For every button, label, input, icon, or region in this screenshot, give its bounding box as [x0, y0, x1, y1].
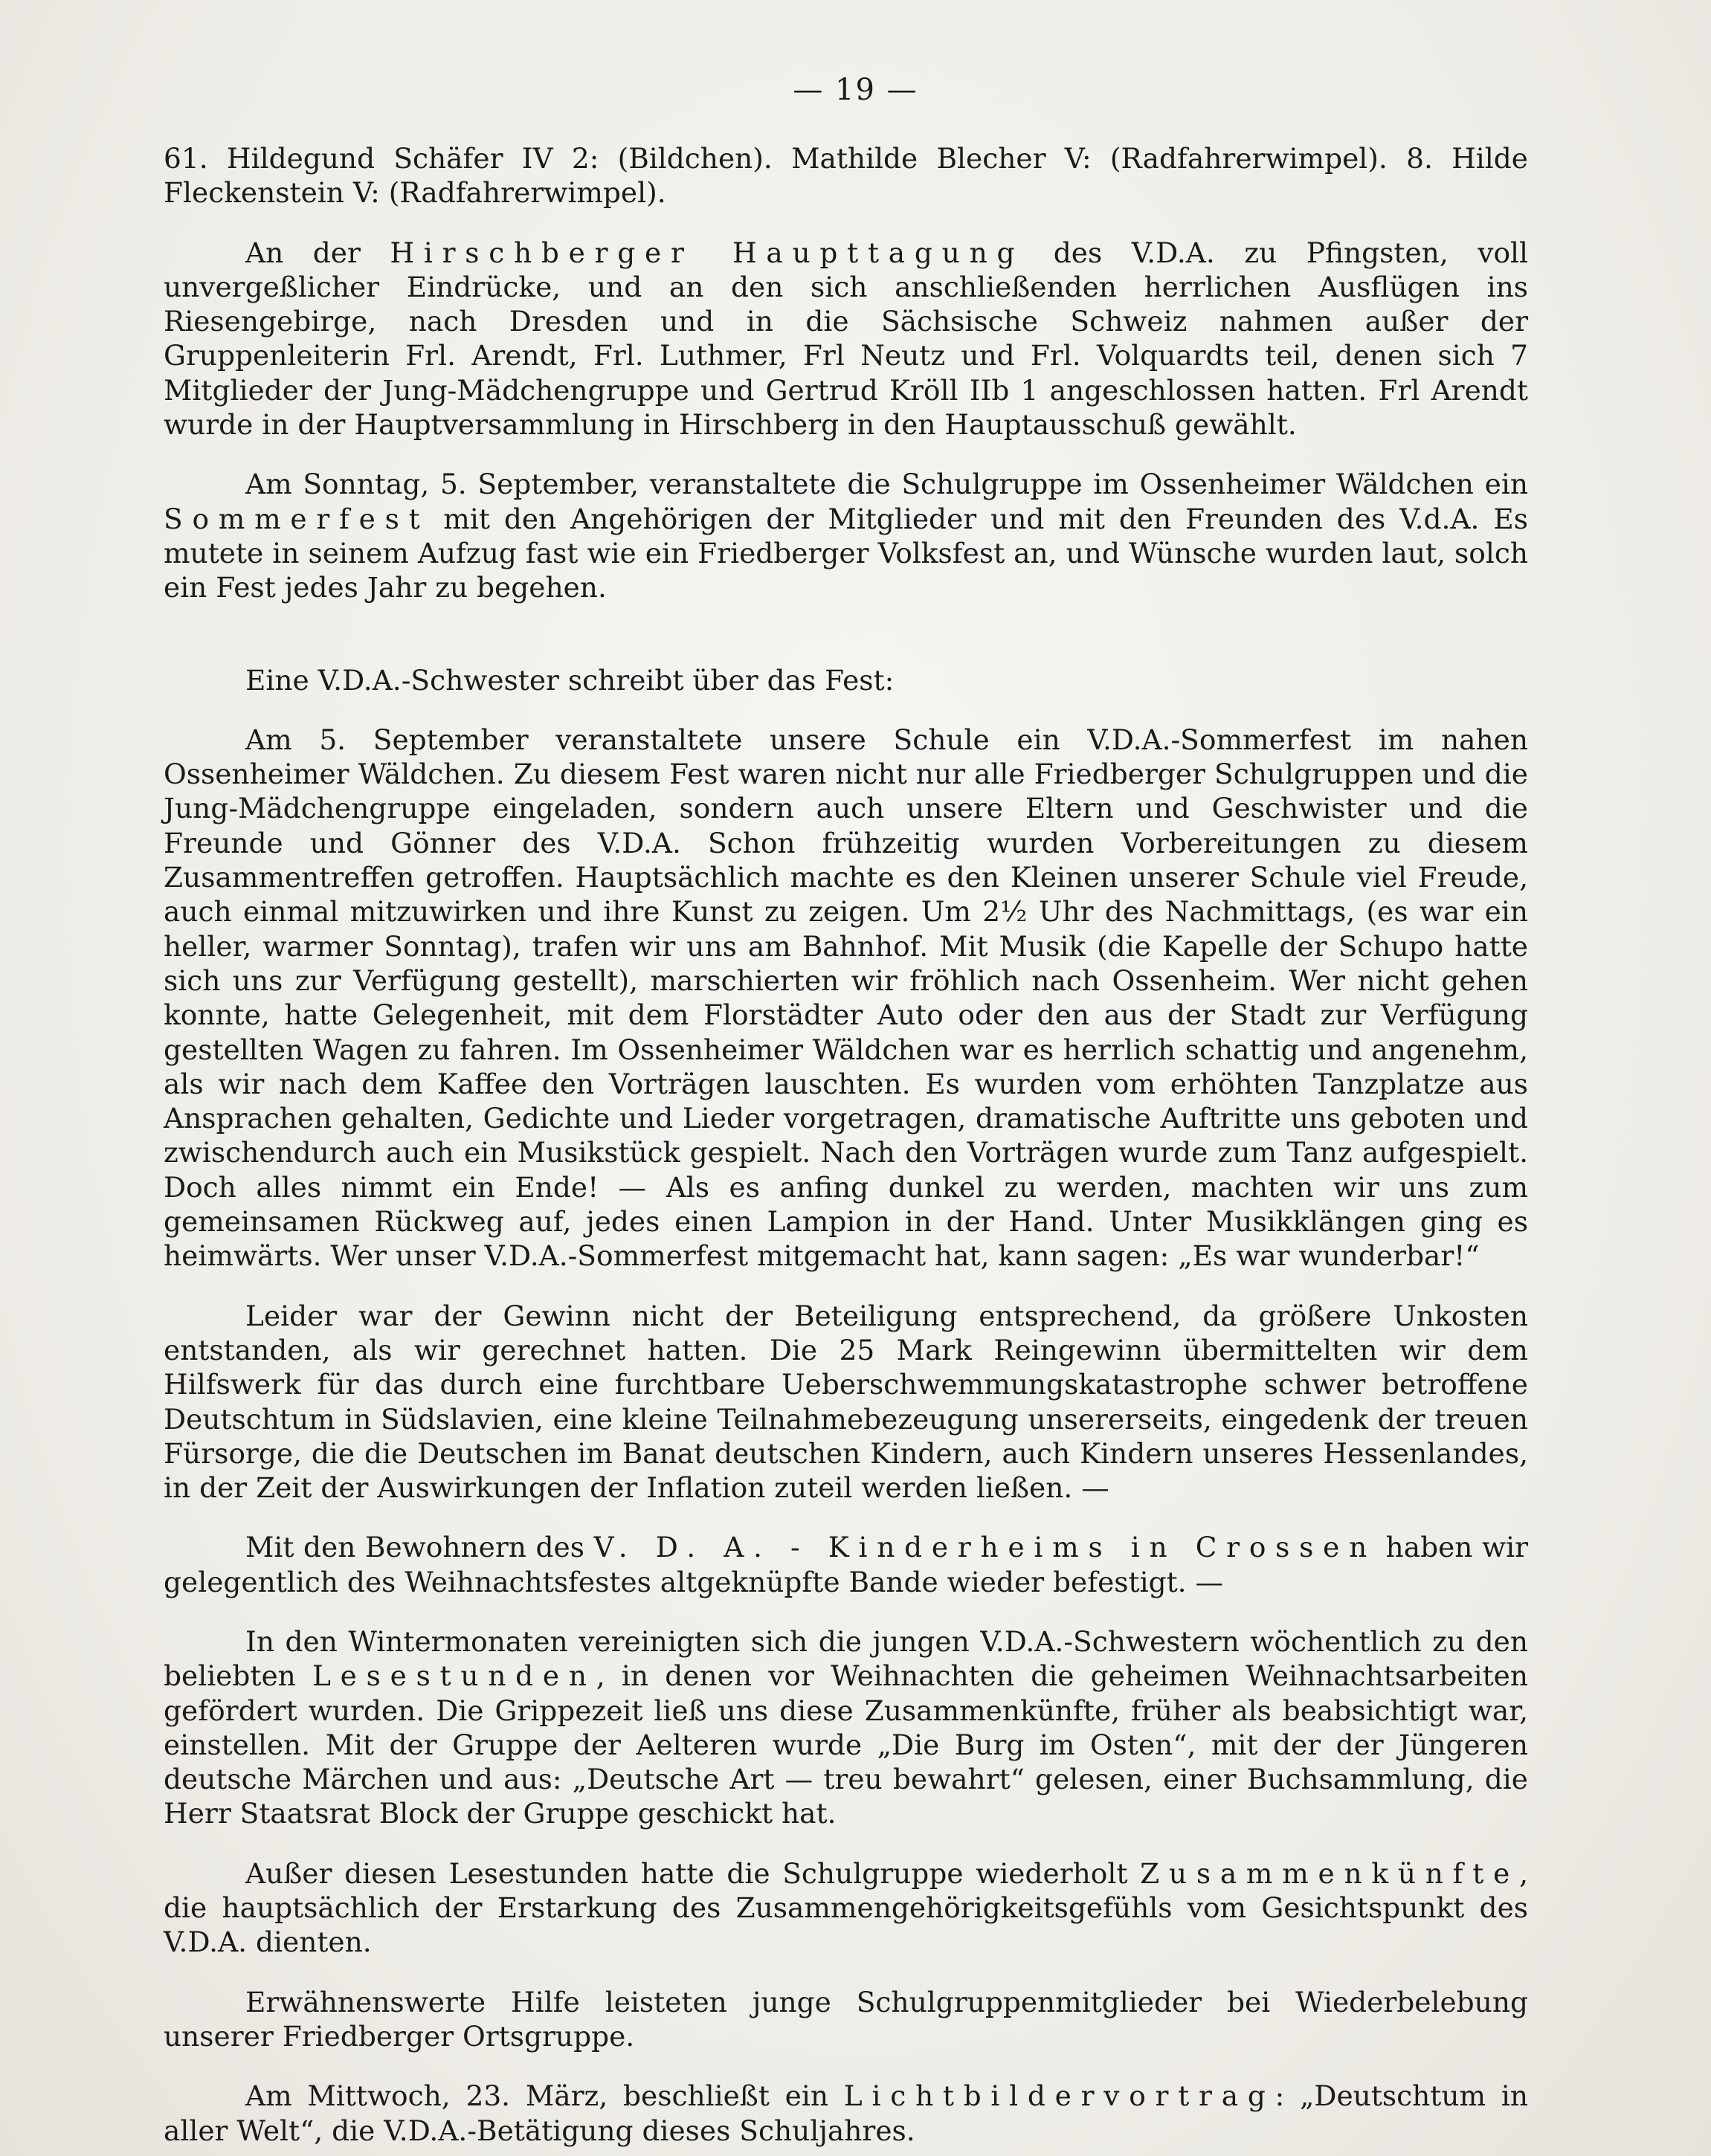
paragraph	[164, 1530, 1528, 1599]
spaced-text-run: Hirschberger Haupttagung	[390, 236, 1025, 269]
paragraph	[164, 236, 1528, 442]
text-run: des V.D.A. zu Pfingsten, voll unvergeßlicher Eindrücke, und an den sich anschließenden herrlichen Ausflügen ins Riesengebirge, nach Dresden und in die Sächsische Schweiz nahmen außer der Gruppenleiterin Frl. Arendt, Frl. Luthmer, Frl Neutz und Frl. Volquardts teil, denen sich 7 Mitglieder der Jung-Mädchengruppe und Gertrud Kröll IIb 1 angeschlossen hatten. Frl Arendt wurde in der Hauptversammlung in Hirschberg in den Hauptausschuß gewählt.	[164, 236, 1529, 442]
spaced-text-run: Lesestunden	[312, 1659, 596, 1693]
text-run: Am 5. September veranstaltete unsere Schule ein V.D.A.-Sommerfest im nahen Ossenheimer Wäldchen. Zu diesem Fest waren nicht nur alle Friedberger Schulgruppen und die Jung-Mädchengruppe eingeladen, sondern auch unsere Eltern und Geschwister und die Freunde und Gönner des V.D.A. Schon frühzeitig wurden Vorbereitungen zu diesem Zusammentreffen getroffen. Hauptsächlich machte es den Kleinen unserer Schule viel Freude, auch einmal mitzuwirken und ihre Kunst zu zeigen. Um 2½ Uhr des Nachmittags, (es war ein heller, warmer Sonntag), trafen wir uns am Bahnhof. Mit Musik (die Kapelle der Schupo hatte sich uns zur Verfügung gestellt), marschierten wir fröhlich nach Ossenheim. Wer nicht gehen konnte, hatte Gelegenheit, mit dem Florstädter Auto oder den aus der Stadt zur Verfügung gestellten Wagen zu fahren. Im Ossenheimer Wäldchen war es herrlich schattig und angenehm, als wir nach dem Kaffee den Vorträgen lauschten. Es wurden vom erhöhten Tanzplatze aus Ansprachen gehalten, Gedichte und Lieder vorgetragen, dramatische Auftritte uns geboten und zwischendurch auch ein Musikstück gespielt. Nach den Vorträgen wurde zum Tanz aufgespielt. Doch alles nimmt ein Ende! — Als es anfing dunkel zu werden, machten wir uns zum gemeinsamen Rückweg auf, jedes einen Lampion in der Hand. Unter Musikklängen ging es heimwärts. Wer unser V.D.A.-Sommerfest mitgemacht hat, kann sagen: „Es war wunderbar!“	[164, 723, 1528, 1273]
paragraph	[164, 1624, 1528, 1831]
paragraph	[164, 1856, 1528, 1960]
text-run: : „Deutschtum in aller Welt“, die V.D.A.-Betätigung dieses Schuljahres.	[164, 2079, 1528, 2147]
spaced-text-run: V. D. A. - Kinderheims in Crossen	[593, 1531, 1376, 1564]
paragraph	[164, 2079, 1528, 2148]
paragraph	[164, 141, 1528, 210]
text-run: Eine V.D.A.-Schwester schreibt über das Fest:	[245, 663, 895, 697]
paragraph	[164, 723, 1528, 1274]
document-body	[164, 141, 1528, 2148]
text-run: haben wir gelegentlich des Weihnachtsfestes altgeknüpfte Bande wieder befestigt. —	[164, 1531, 1528, 1598]
paragraph	[164, 663, 1528, 697]
text-run: Mit den Bewohnern des	[245, 1531, 594, 1564]
text-run: 61. Hildegund Schäfer IV 2: (Bildchen). Mathilde Blecher V: (Radfahrerwimpel). 8. Hilde Fleckenstein V: (Radfahrerwimpel).	[164, 142, 1528, 210]
text-run: Am Sonntag, 5. September, veranstaltete die Schulgruppe im Ossenheimer Wäldchen ein	[245, 468, 1528, 501]
paragraph	[164, 467, 1528, 604]
paragraph	[164, 1985, 1528, 2054]
text-run: , die hauptsächlich der Erstarkung des Zusammengehörigkeitsgefühls vom Gesichtspunkt des V.D.A. dienten.	[164, 1856, 1528, 1959]
text-run: Erwähnenswerte Hilfe leisteten junge Schulgruppenmitglieder bei Wiederbelebung unserer Friedberger Ortsgruppe.	[164, 1985, 1528, 2053]
spaced-text-run: Zusammenkünfte	[1140, 1856, 1520, 1890]
spaced-text-run: Lichtbildervortrag	[843, 2079, 1275, 2113]
text-run: , in denen vor Weihnachten die geheimen Weihnachtsarbeiten gefördert wurden. Die Grippezeit ließ uns diese Zusammenkünfte, früher als beabsichtigt war, einstellen. Mit der Gruppe der Aelteren wurde „Die Burg im Osten“, mit der der Jüngeren deutsche Märchen und aus: „Deutsche Art — treu bewahrt“ gelesen, einer Buchsammlung, die Herr Staatsrat Block der Gruppe geschickt hat.	[164, 1659, 1529, 1830]
text-run: mit den Angehörigen der Mitglieder und mit den Freunden des V.d.A. Es mutete in seinem Aufzug fast wie ein Friedberger Volksfest an, und Wünsche wurden laut, solch ein Fest jedes Jahr zu begehen.	[164, 502, 1528, 604]
text-run: An der	[245, 236, 390, 269]
spaced-text-run: Sommerfest	[164, 502, 430, 535]
text-run: Außer diesen Lesestunden hatte die Schulgruppe wiederholt	[245, 1856, 1141, 1890]
text-run: Am Mittwoch, 23. März, beschließt ein	[245, 2079, 844, 2113]
paragraph	[164, 1299, 1528, 1505]
text-run: In den Wintermonaten vereinigten sich die jungen V.D.A.-Schwestern wöchentlich zu den beliebten	[164, 1624, 1528, 1693]
text-run: Leider war der Gewinn nicht der Beteiligung entsprechend, da größere Unkosten entstanden, als wir gerechnet hatten. Die 25 Mark Reingewinn übermittelten wir dem Hilfswerk für das durch eine furchtbare Ueberschwemmungskatastrophe schwer betroffene Deutschtum in Südslavien, eine kleine Teilnahmebezeugung unsererseits, eingedenk der treuen Fürsorge, die die Deutschen im Banat deutschen Kindern, auch Kindern unseres Hessenlandes, in der Zeit der Auswirkungen der Inflation zuteil werden ließen. —	[164, 1299, 1528, 1505]
page-number: — 19 —	[793, 73, 918, 107]
